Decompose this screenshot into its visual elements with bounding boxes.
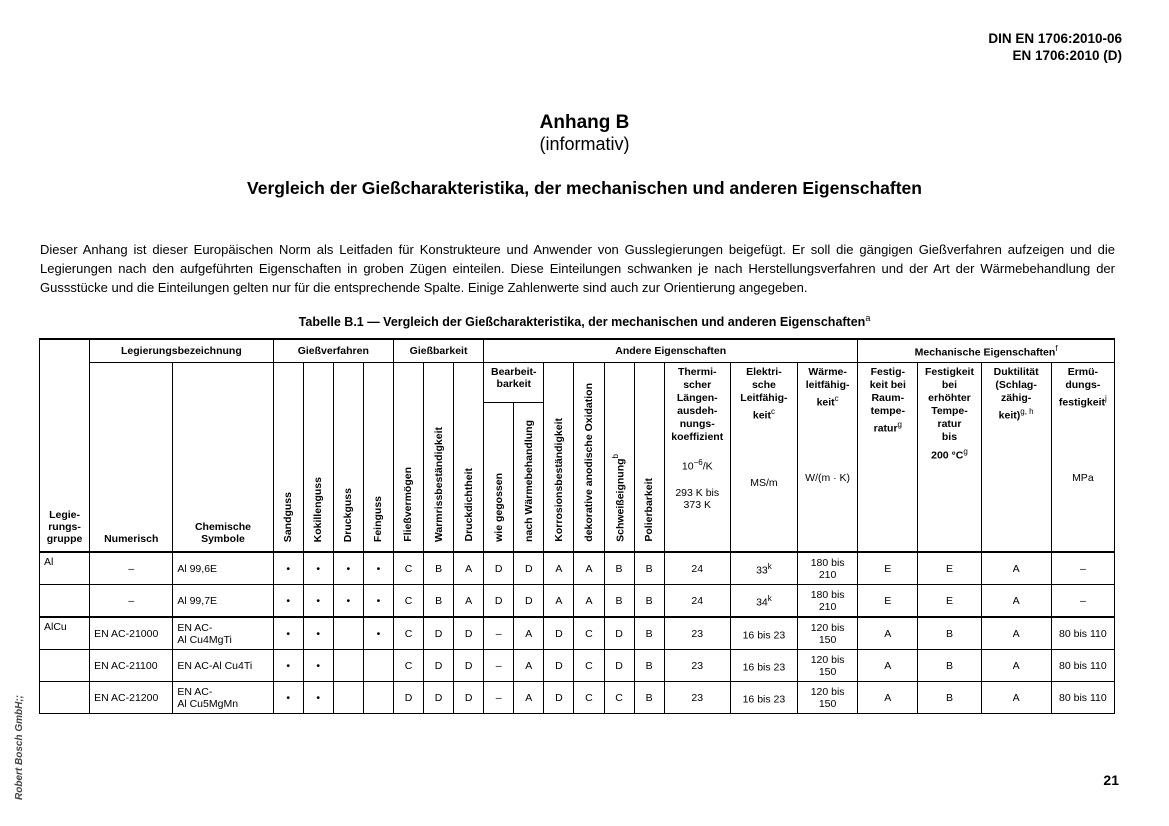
- cell-numerisch: EN AC-21100: [90, 650, 173, 682]
- cell-sandguss: •: [273, 617, 303, 650]
- cell-chemische-symbole: EN AC- Al Cu4MgTi: [173, 617, 273, 650]
- table-row: [40, 552, 1115, 585]
- cell-wie-gegossen: –: [484, 682, 514, 714]
- cell-gruppe: AlCu: [40, 617, 90, 650]
- cell-fliessvermoegen: C: [393, 552, 423, 585]
- page-number: 21: [1103, 772, 1119, 788]
- cell-polier: B: [634, 650, 664, 682]
- col-festigkeit-ht-temp: [918, 447, 980, 462]
- cell-elektrisch: [730, 650, 797, 682]
- col-sandguss-label: Sandguss: [282, 491, 295, 542]
- cell-wie-gegossen: –: [484, 650, 514, 682]
- cell-wie-gegossen: –: [484, 617, 514, 650]
- col-ermuedung-label: [1052, 366, 1114, 410]
- col-thermisch-unit: [665, 458, 730, 473]
- col-festigkeit-ht-note: g: [963, 447, 968, 456]
- cell-waermeleitfaehigkeit: 180 bis 210: [798, 585, 858, 618]
- col-festigkeit-ht-label: Festigkeit bei erhöhter Tempe- ratur bis: [924, 366, 974, 443]
- group-giessverfahren: Gießverfahren: [273, 339, 393, 363]
- col-festigkeit-rt-text: Festig- keit bei Raum- tempe- ratur: [869, 366, 906, 435]
- col-legierungsgruppe: [40, 339, 90, 552]
- cell-druckdichtheit: D: [454, 682, 484, 714]
- cell-kokillenguss: •: [303, 682, 333, 714]
- col-kokillenguss-label: Kokillenguss: [312, 476, 325, 542]
- cell-dekorativ: A: [574, 585, 604, 618]
- col-sandguss: [273, 363, 303, 553]
- cell-gruppe: [40, 585, 90, 618]
- cell-ermuedung: 80 bis 110: [1051, 650, 1114, 682]
- cell-schweiss: C: [604, 682, 634, 714]
- cell-dekorativ: A: [574, 552, 604, 585]
- cell-elektrisch-note: k: [767, 593, 772, 603]
- col-thermisch-unit-base: 10: [681, 460, 694, 473]
- cell-dekorativ: C: [574, 682, 604, 714]
- cell-kokillenguss: •: [303, 585, 333, 618]
- cell-korrosion: D: [544, 650, 574, 682]
- cell-warmriss: D: [424, 682, 454, 714]
- col-bearbeitbarkeit-label: Bearbeit- barkeit: [491, 366, 537, 390]
- table-row: [40, 617, 1115, 650]
- col-nach-waerme-label: nach Wärmebehandlung: [522, 420, 535, 542]
- cell-elektrisch: [730, 682, 797, 714]
- cell-wie-gegossen: D: [484, 585, 514, 618]
- cell-waermeleitfaehigkeit: 120 bis 150: [798, 650, 858, 682]
- col-druckguss: [333, 363, 363, 553]
- col-nach-waermebehandlung: [514, 403, 544, 553]
- cell-druckdichtheit: D: [454, 650, 484, 682]
- cell-wie-gegossen: D: [484, 552, 514, 585]
- cell-festigkeit-ht: E: [918, 552, 981, 585]
- cell-sandguss: •: [273, 682, 303, 714]
- col-bearbeitbarkeit: [484, 363, 544, 403]
- col-kokillenguss: [303, 363, 333, 553]
- table-caption: [0, 313, 1169, 329]
- cell-korrosion: A: [544, 585, 574, 618]
- cell-druckdichtheit: A: [454, 552, 484, 585]
- cell-druckdichtheit: A: [454, 585, 484, 618]
- table-caption-footnote: a: [865, 313, 871, 323]
- cell-thermisch: 23: [664, 650, 730, 682]
- cell-waermeleitfaehigkeit: 120 bis 150: [798, 682, 858, 714]
- col-dekorative-oxidation: [574, 363, 604, 553]
- cell-numerisch: EN AC-21200: [90, 682, 173, 714]
- col-dekorativ-label: dekorative anodische Oxidation: [582, 383, 595, 542]
- cell-festigkeit-rt: E: [858, 585, 918, 618]
- col-festigkeit-rt-label: [858, 366, 917, 436]
- cell-kokillenguss: •: [303, 617, 333, 650]
- cell-gruppe: [40, 682, 90, 714]
- cell-schweiss: B: [604, 552, 634, 585]
- cell-warmriss: D: [424, 617, 454, 650]
- col-festigkeit-rt-note: g: [897, 420, 902, 429]
- cell-thermisch: 24: [664, 585, 730, 618]
- col-schweiss-note: b: [611, 454, 621, 459]
- cell-festigkeit-rt: A: [858, 682, 918, 714]
- cell-fliessvermoegen: C: [393, 617, 423, 650]
- col-chemische-symbole-label: Chemische Symbole: [194, 521, 251, 545]
- group-mechanische-label: Mechanische Eigenschaften: [914, 346, 1056, 359]
- table-row: [40, 585, 1115, 618]
- col-schweisseignung: [604, 363, 634, 553]
- col-korrosionsbestaendigkeit: [544, 363, 574, 553]
- cell-polier: B: [634, 682, 664, 714]
- col-festigkeit-ht-temp-text: 200 °C: [931, 449, 964, 462]
- col-warmriss-label: Warmrissbeständigkeit: [432, 426, 445, 542]
- cell-duktilitaet: A: [981, 552, 1051, 585]
- cell-fliessvermoegen: D: [393, 682, 423, 714]
- col-wie-gegossen: [484, 403, 514, 553]
- cell-elektrisch-value: 16 bis 23: [742, 661, 786, 674]
- cell-druckguss: •: [333, 585, 363, 618]
- cell-festigkeit-ht: E: [918, 585, 981, 618]
- cell-nach-waerme: A: [514, 617, 544, 650]
- cell-duktilitaet: A: [981, 650, 1051, 682]
- col-druckdichtheit: [454, 363, 484, 553]
- cell-sandguss: •: [273, 552, 303, 585]
- cell-elektrisch: [730, 617, 797, 650]
- cell-feinguss: [363, 650, 393, 682]
- cell-kokillenguss: •: [303, 650, 333, 682]
- cell-nach-waerme: A: [514, 682, 544, 714]
- cell-schweiss: D: [604, 650, 634, 682]
- col-thermischer-ausdehnungskoeffizient: [664, 363, 730, 553]
- col-polier-label: Polierbarkeit: [643, 478, 656, 542]
- col-feinguss-label: Feinguss: [372, 495, 385, 542]
- cell-sandguss: •: [273, 650, 303, 682]
- cell-ermuedung: –: [1051, 552, 1114, 585]
- cell-elektrisch-note: k: [767, 561, 772, 571]
- cell-schweiss: D: [604, 617, 634, 650]
- cell-ermuedung: 80 bis 110: [1051, 682, 1114, 714]
- cell-nach-waerme: D: [514, 585, 544, 618]
- col-duktilitaet-note: g, h: [1020, 407, 1034, 416]
- cell-druckguss: [333, 650, 363, 682]
- col-festigkeit-raumtemperatur: [858, 363, 918, 553]
- col-feinguss: [363, 363, 393, 553]
- table-row: [40, 650, 1115, 682]
- col-waerme-note: c: [834, 394, 839, 403]
- col-druckdichtheit-label: Druckdichtheit: [462, 468, 475, 542]
- cell-festigkeit-rt: A: [858, 617, 918, 650]
- cell-warmriss: D: [424, 650, 454, 682]
- cell-polier: B: [634, 585, 664, 618]
- col-duktilitaet: [981, 363, 1051, 553]
- cell-sandguss: •: [273, 585, 303, 618]
- col-ermuedungsfestigkeit: [1051, 363, 1114, 553]
- col-elektrisch-unit: MS/m: [750, 476, 778, 489]
- col-ermuedung-note: j: [1105, 394, 1107, 403]
- cell-warmriss: B: [424, 585, 454, 618]
- cell-druckguss: [333, 617, 363, 650]
- cell-feinguss: •: [363, 617, 393, 650]
- cell-schweiss: B: [604, 585, 634, 618]
- col-schweiss-label: [611, 454, 627, 542]
- col-waerme-text: Wärme- leitfähig- keit: [805, 366, 850, 409]
- cell-ermuedung: –: [1051, 585, 1114, 618]
- col-korrosion-label: Korrosionsbeständigkeit: [552, 418, 565, 542]
- table-caption-text: Tabelle B.1 — Vergleich der Gießcharakteristika, der mechanischen und anderen Eigenschaften: [298, 315, 866, 330]
- cell-waermeleitfaehigkeit: 120 bis 150: [798, 617, 858, 650]
- cell-druckdichtheit: D: [454, 617, 484, 650]
- cell-duktilitaet: A: [981, 617, 1051, 650]
- cell-elektrisch: [730, 585, 797, 618]
- col-chemische-symbole: [173, 363, 273, 553]
- main-title: Vergleich der Gießcharakteristika, der mechanischen und anderen Eigenschaften: [247, 178, 922, 198]
- cell-elektrisch-value: 33: [756, 564, 768, 577]
- cell-thermisch: 24: [664, 552, 730, 585]
- table-row: [40, 682, 1115, 714]
- col-warmrissbestaendigkeit: [424, 363, 454, 553]
- document-header: [988, 30, 1122, 64]
- cell-elektrisch-value: 34: [756, 596, 768, 609]
- cell-korrosion: D: [544, 617, 574, 650]
- cell-korrosion: A: [544, 552, 574, 585]
- cell-thermisch: 23: [664, 617, 730, 650]
- standard-number: DIN EN 1706:2010-06: [988, 31, 1122, 46]
- cell-chemische-symbole: Al 99,7E: [173, 585, 273, 618]
- cell-polier: B: [634, 617, 664, 650]
- cell-festigkeit-ht: B: [918, 682, 981, 714]
- col-elektrisch-text: Elektri- sche Leitfähig- keit: [740, 366, 788, 422]
- col-waerme-unit: W/(m · K): [805, 471, 851, 484]
- cell-korrosion: D: [544, 682, 574, 714]
- col-duktilitaet-text: Duktilität (Schlag- zähig- keit): [993, 366, 1039, 422]
- col-waerme-label: [798, 366, 857, 410]
- cell-druckguss: •: [333, 552, 363, 585]
- cell-elektrisch: [730, 552, 797, 585]
- cell-gruppe: [40, 650, 90, 682]
- cell-nach-waerme: A: [514, 650, 544, 682]
- cell-numerisch: –: [90, 552, 173, 585]
- cell-polier: B: [634, 552, 664, 585]
- col-legierungsgruppe-label: Legie- rungs- gruppe: [46, 509, 83, 545]
- col-numerisch: Numerisch: [90, 363, 173, 553]
- cell-festigkeit-rt: A: [858, 650, 918, 682]
- intro-paragraph: Dieser Anhang ist dieser Europäischen Norm als Leitfaden für Konstrukteure und Anwender von Gusslegierungen beigefügt. Er soll die gängigen Gießverfahren aufzeigen und die Legierungen nach den aufgeführten Eigenschaften in groben Zügen einteilen. Diese Einteilungen schwanken je nach Herstellungsverfahren und der Art der Wärmebehandlung der Gussstücke und die Einteilungen gelten nur für die entsprechende Spalte. Einige Zahlenwerte sind auch zur Orientierung angegeben.: [40, 242, 1115, 295]
- col-ermuedung-text: Ermü- dungs- festigkeit: [1058, 366, 1106, 409]
- cell-druckguss: [333, 682, 363, 714]
- cell-festigkeit-ht: B: [918, 650, 981, 682]
- group-mechanische-note: f: [1055, 343, 1058, 353]
- cell-chemische-symbole: EN AC- Al Cu5MgMn: [173, 682, 273, 714]
- cell-thermisch: 23: [664, 682, 730, 714]
- col-thermisch-unit-exp: −6: [693, 458, 703, 467]
- annex-title: Anhang B: [539, 112, 630, 133]
- side-watermark: Robert Bosch GmbH;;: [14, 695, 25, 800]
- col-wie-gegossen-label: wie gegossen: [492, 473, 505, 542]
- cell-elektrisch-value: 16 bis 23: [742, 629, 786, 642]
- cell-elektrisch-value: 16 bis 23: [742, 693, 786, 706]
- cell-dekorativ: C: [574, 650, 604, 682]
- cell-feinguss: •: [363, 585, 393, 618]
- col-elektrische-leitfaehigkeit: [730, 363, 797, 553]
- cell-chemische-symbole: EN AC-Al Cu4Ti: [173, 650, 273, 682]
- cell-numerisch: –: [90, 585, 173, 618]
- cell-nach-waerme: D: [514, 552, 544, 585]
- col-elektrisch-label: [731, 366, 797, 423]
- cell-festigkeit-ht: B: [918, 617, 981, 650]
- col-thermisch-unit-tail: /K: [702, 460, 713, 473]
- col-festigkeit-erhoehte-temperatur: [918, 363, 981, 553]
- col-fliessvermoegen: [393, 363, 423, 553]
- cell-feinguss: •: [363, 552, 393, 585]
- standard-version: EN 1706:2010 (D): [1012, 48, 1122, 63]
- col-duktilitaet-label: [982, 366, 1051, 423]
- comparison-table: [39, 338, 1115, 714]
- annex-subtitle: (informativ): [539, 134, 630, 154]
- col-druckguss-label: Druckguss: [342, 487, 355, 542]
- cell-ermuedung: 80 bis 110: [1051, 617, 1114, 650]
- cell-festigkeit-rt: E: [858, 552, 918, 585]
- cell-numerisch: EN AC-21000: [90, 617, 173, 650]
- col-waermeleitfaehigkeit: [798, 363, 858, 553]
- group-legierungsbezeichnung: Legierungsbezeichnung: [90, 339, 274, 363]
- group-giessbarkeit: Gießbarkeit: [393, 339, 483, 363]
- cell-duktilitaet: A: [981, 682, 1051, 714]
- cell-duktilitaet: A: [981, 585, 1051, 618]
- group-andere-eigenschaften: Andere Eigenschaften: [484, 339, 858, 363]
- cell-gruppe: Al: [40, 552, 90, 585]
- col-thermisch-label: Thermi- scher Längen- ausdeh- nungs- koeffizient: [671, 366, 724, 443]
- col-ermuedung-unit: MPa: [1072, 471, 1094, 484]
- group-mechanische-eigenschaften: [858, 339, 1115, 363]
- col-schweiss-text: Schweißeignung: [614, 458, 627, 542]
- col-elektrisch-note: c: [770, 407, 775, 416]
- cell-fliessvermoegen: C: [393, 650, 423, 682]
- col-polierbarkeit: [634, 363, 664, 553]
- cell-feinguss: [363, 682, 393, 714]
- cell-kokillenguss: •: [303, 552, 333, 585]
- cell-warmriss: B: [424, 552, 454, 585]
- col-thermisch-range: 293 K bis 373 K: [675, 486, 720, 511]
- cell-chemische-symbole: Al 99,6E: [173, 552, 273, 585]
- cell-fliessvermoegen: C: [393, 585, 423, 618]
- cell-waermeleitfaehigkeit: 180 bis 210: [798, 552, 858, 585]
- col-fliessvermoegen-label: Fließvermögen: [402, 467, 415, 542]
- cell-dekorativ: C: [574, 617, 604, 650]
